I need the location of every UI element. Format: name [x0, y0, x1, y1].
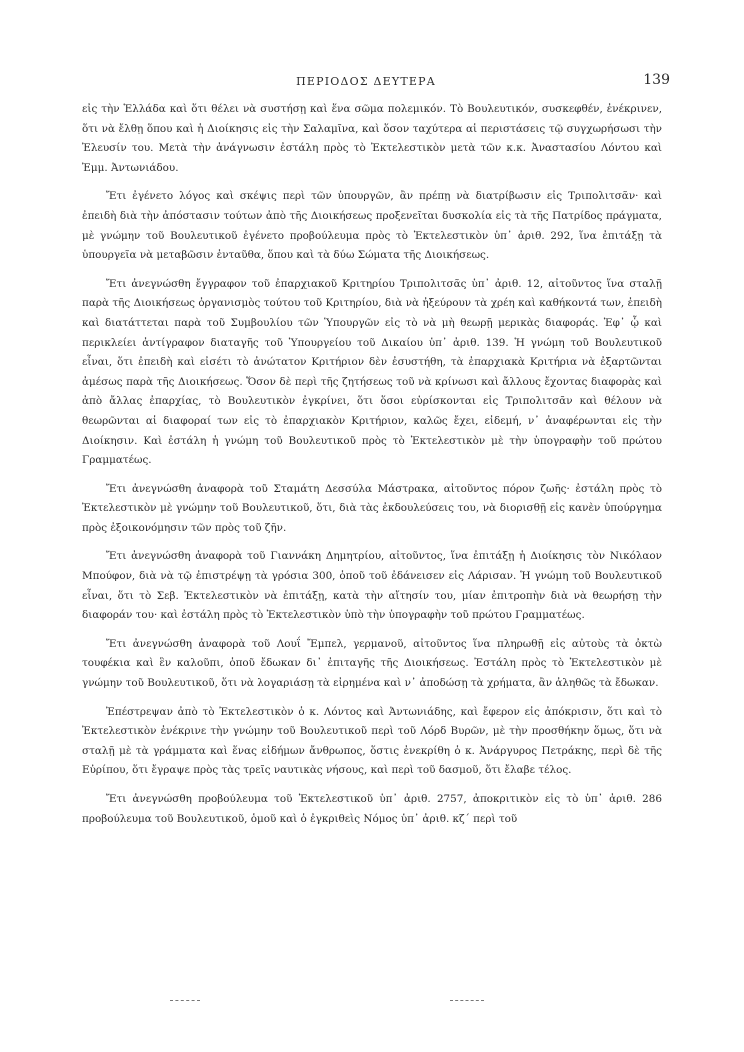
- paragraph: Ἔτι ἀνεγνώσθη ἀναφορὰ τοῦ Σταμάτη Δεσσύλα Μάστρακα, αἰτοῦντος πόρον ζωῆς· ἐστάλη πρὸς τὸ Ἐκτελεστικὸν μὲ γνώμην τοῦ Βουλευτικοῦ, ὅτι, διὰ τὰς ἐκδουλεύσεις του, νὰ διορισθῇ εἰς κανὲν ὑπούργημα πρὸς ἐξοικονόμησιν τῶν πρὸς τοῦ ζῆν.: [82, 482, 662, 534]
- scan-mark: [450, 1000, 484, 1002]
- header-title: ΠΕΡΙΟΔΟΣ ΔΕΥΤΕΡΑ: [296, 75, 436, 88]
- paragraph: Ἔτι ἀνεγνώσθη ἀναφορὰ τοῦ Γιαννάκη Δημητρίου, αἰτοῦντος, ἵνα ἐπιτάξῃ ἡ Διοίκησις τὸν Νικόλαον Μπούφον, διὰ νὰ τῷ ἐπιστρέψῃ τὰ γρόσια 300, ὁποῦ τοῦ ἐδάνεισεν εἰς Λάρισαν. Ἡ γνώμη τοῦ Βουλευτικοῦ εἶναι, ὅτι τὸ Σεβ. Ἐκτελεστικὸν νὰ ἐπιτάξῃ, κατὰ τὴν αἴτησίν του, μίαν ἐπιτροπὴν διὰ νὰ θεωρήσῃ τὴν διαφοράν του· καὶ ἐστάλη πρὸς τὸ Ἐκτελεστικὸν ὑπὸ τὴν ὑπογραφὴν τοῦ πρώτου Γραμματέως.: [82, 550, 662, 622]
- scan-mark: [170, 1000, 200, 1002]
- running-header: [60, 72, 672, 92]
- body-text: [82, 100, 662, 838]
- paragraph: Ἐπέστρεψαν ἀπὸ τὸ Ἐκτελεστικὸν ὁ κ. Λόντος καὶ Ἀντωνιάδης, καὶ ἔφερον εἰς ἀπόκρισιν, ὅτι καὶ τὸ Ἐκτελεστικὸν ἐνέκρινε τὴν γνώμην τοῦ Βουλευτικοῦ περὶ τοῦ Λόρδ Βυρῶν, μὲ τὴν προσθήκην ὅμως, ὅτι νὰ σταλῇ μὲ τὰ γράμματα καὶ ἕνας εἰδήμων ἄνθρωπος, ὅστις ἐνεκρίθη ὁ κ. Ἀνάργυρος Πετράκης, περὶ δὲ τῆς Εὐρίπου, ὅτι ἔγραψε πρὸς τὰς τρεῖς ναυτικὰς νήσους, καὶ περὶ τοῦ δασμοῦ, ὅτι ἔλαβε τέλος.: [82, 705, 662, 777]
- paragraph: Ἔτι ἀνεγνώσθη ἔγγραφον τοῦ ἐπαρχιακοῦ Κριτηρίου Τριπολιτσᾶς ὑπ᾽ ἀριθ. 12, αἰτοῦντος ἵνα σταλῇ παρὰ τῆς Διοικήσεως ὀργανισμὸς τούτου τοῦ Κριτηρίου, διὰ νὰ ἠξεύρουν τὰ χρέη καὶ καθήκοντά των, ἐπειδὴ καὶ διατάττεται παρὰ τοῦ Συμβουλίου τῶν Ὑπουργῶν εἰς τὸ νὰ μὴ θεωρῇ μερικὰς διαφοράς. Ἐφ᾽ ᾧ καὶ περικλείει ἀντίγραφον διαταγῆς τοῦ Ὑπουργείου τοῦ Δικαίου ὑπ᾽ ἀριθ. 139. Ἡ γνώμη τοῦ Βουλευτικοῦ εἶναι, ὅτι ἐπειδὴ καὶ εἰσέτι τὸ ἀνώτατον Κριτήριον δὲν ἐσυστήθη, τὰ ἐπαρχιακὰ Κριτήρια νὰ ἐξαρτῶνται ἀμέσως παρὰ τῆς Διοικήσεως. Ὅσον δὲ περὶ τῆς ζητήσεως τοῦ νὰ κρίνωσι καὶ ἄλλους ἔχοντας διαφορὰς καὶ ἀπὸ ἄλλας ἐπαρχίας, τὸ Βουλευτικὸν ἐγκρίνει, ὅτι ὅσοι εὑρίσκονται εἰς Τριπολιτσᾶν καὶ θέλουν νὰ θεωρῶνται αἱ διαφοραί των εἰς τὸ ἐπαρχιακὸν Κριτήριον, καλῶς ἔχει, εἰδεμή, ν᾽ ἀναφέρωνται εἰς τὴν Διοίκησιν. Καὶ ἐστάλη ἡ γνώμη τοῦ Βουλευτικοῦ πρὸς τὸ Ἐκτελεστικὸν μὲ τὴν ὑπογραφὴν τοῦ πρώτου Γραμματέως.: [82, 277, 662, 467]
- footer-scan-marks: [80, 1000, 670, 1006]
- paragraph: Ἔτι ἐγένετο λόγος καὶ σκέψις περὶ τῶν ὑπουργῶν, ἂν πρέπῃ νὰ διατρίβωσιν εἰς Τριπολιτσᾶν· καὶ ἐπειδὴ διὰ τὴν ἀπόστασιν τούτων ἀπὸ τῆς Διοικήσεως προξενεῖται δυσκολία εἰς τὰ τῆς Πατρίδος πράγματα, μὲ γνώμην τοῦ Βουλευτικοῦ ἐγένετο προβούλευμα πρὸς τὸ Ἐκτελεστικὸν ὑπ᾽ ἀριθ. 292, ἵνα ἐπιτάξῃ τὰ ὑπουργεῖα νὰ μεταβῶσιν ἐνταῦθα, ὅπου καὶ τὰ δύω Σώματα τῆς Διοικήσεως.: [82, 190, 662, 262]
- paragraph: εἰς τὴν Ἑλλάδα καὶ ὅτι θέλει νὰ συστήσῃ καὶ ἕνα σῶμα πολεμικόν. Τὸ Βουλευτικόν, συσκεφθέν, ἐνέκρινεν, ὅτι νὰ ἔλθῃ ὅπου καὶ ἡ Διοίκησις εἰς τὴν Σαλαμῖνα, καὶ ὅσον ταχύτερα αἱ περιστάσεις τῷ συγχωρήσωσι τὴν Ἐλευσίν του. Μετὰ τὴν ἀνάγνωσιν ἐστάλη πρὸς τὸ Ἐκτελεστικὸν μετὰ τῶν κ.κ. Ἀναστασίου Λόντου καὶ Ἐμμ. Ἀντωνιάδου.: [82, 103, 662, 174]
- paragraph: Ἔτι ἀνεγνώσθη ἀναφορὰ τοῦ Λουΐ Ἔμπελ, γερμανοῦ, αἰτοῦντος ἵνα πληρωθῇ εἰς αὐτοὺς τὰ ὀκτὼ τουφέκια καὶ ἓν καλοῦπι, ὁποῦ ἔδωκαν δι᾽ ἐπιταγῆς τῆς Διοικήσεως. Ἐστάλη πρὸς τὸ Ἐκτελεστικὸν μὲ γνώμην τοῦ Βουλευτικοῦ, ὅτι νὰ λογαριάσῃ τὰ εἰρημένα καὶ ν᾽ ἀποδώσῃ τὰ χρήματα, ἂν ἀληθῶς τὰ ἔδωκαν.: [82, 637, 662, 690]
- page-number: 139: [643, 72, 670, 88]
- paragraph: Ἔτι ἀνεγνώσθη προβούλευμα τοῦ Ἐκτελεστικοῦ ὑπ᾽ ἀριθ. 2757, ἀποκριτικὸν εἰς τὸ ὑπ᾽ ἀριθ. 286 προβούλευμα τοῦ Βουλευτικοῦ, ὁμοῦ καὶ ὁ ἐγκριθεὶς Νόμος ὑπ᾽ ἀριθ. κζ´ περὶ τοῦ: [82, 793, 662, 825]
